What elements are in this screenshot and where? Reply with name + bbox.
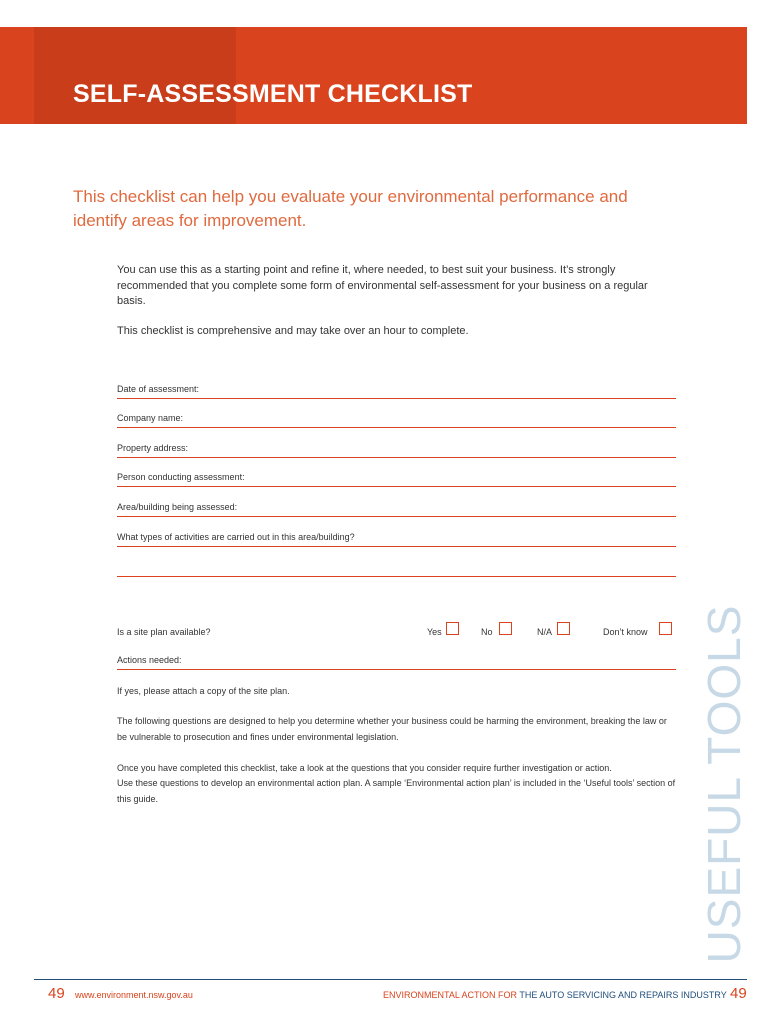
option-yes-label: Yes — [427, 627, 442, 637]
company-name-label: Company name: — [117, 413, 184, 423]
option-na-label: N/A — [537, 627, 553, 637]
option-yes-checkbox[interactable] — [446, 622, 459, 635]
date-of-assessment-field[interactable] — [117, 384, 676, 399]
person-conducting-field[interactable] — [117, 472, 676, 487]
attach-site-plan-note: If yes, please attach a copy of the site plan. — [117, 686, 290, 696]
area-building-label: Area/building being assessed: — [117, 502, 238, 512]
site-plan-question: Is a site plan available? — [117, 627, 211, 637]
activities-field[interactable] — [117, 532, 676, 547]
body-paragraph-2: This checklist is comprehensive and may take over an hour to complete. — [117, 325, 469, 337]
option-no-label: No — [481, 627, 493, 637]
footer-url-link[interactable]: www.environment.nsw.gov.au — [75, 990, 193, 1000]
property-address-field[interactable] — [117, 443, 676, 458]
company-name-field[interactable] — [117, 413, 676, 428]
option-no-checkbox[interactable] — [499, 622, 512, 635]
property-address-label: Property address: — [117, 443, 189, 453]
banner-accent-block — [34, 27, 236, 124]
footer-series-name: THE AUTO SERVICING AND REPAIRS INDUSTRY — [519, 990, 727, 1000]
actions-needed-label: Actions needed: — [117, 655, 182, 665]
page-number-right: 49 — [730, 985, 747, 1002]
area-building-field[interactable] — [117, 502, 676, 517]
person-conducting-label: Person conducting assessment: — [117, 472, 245, 482]
following-questions-note: The following questions are designed to help you determine whether your business could be harming the environment, breaking the law or be vulnerable to prosecution and fines under environmental legislation. — [117, 716, 667, 742]
activities-label: What types of activities are carried out in this area/building? — [117, 532, 355, 542]
footer-series-title — [383, 990, 727, 1000]
actions-needed-field[interactable] — [117, 655, 676, 670]
page-title: SELF-ASSESSMENT CHECKLIST — [73, 80, 473, 108]
once-completed-note: Once you have completed this checklist, take a look at the questions that you consider require further investigation or action. — [117, 763, 612, 773]
side-section-tab — [698, 604, 750, 964]
side-tab-label: USEFUL TOOLS — [698, 604, 750, 964]
action-plan-note: Use these questions to develop an environmental action plan. A sample ‘Environmental action plan’ is included in the ‘Useful tools’ section of this guide. — [117, 778, 676, 804]
footer-series-prefix: ENVIRONMENTAL ACTION FOR — [383, 990, 518, 1000]
body-paragraph-1: You can use this as a starting point and refine it, where needed, to best suit your business. It’s strongly recommended that you complete some form of environmental self-assessment for your business on a regular basis. — [117, 264, 648, 307]
header-banner — [0, 27, 747, 124]
footer-divider — [34, 979, 747, 980]
page-number-left: 49 — [48, 985, 65, 1002]
option-dont-know-label: Don’t know — [603, 627, 648, 637]
option-dont-know-checkbox[interactable] — [659, 622, 672, 635]
activities-field-continued[interactable] — [117, 562, 676, 577]
intro-text: This checklist can help you evaluate your environmental performance and identify areas for improvement. — [73, 187, 628, 230]
option-na-checkbox[interactable] — [557, 622, 570, 635]
date-of-assessment-label: Date of assessment: — [117, 384, 200, 394]
